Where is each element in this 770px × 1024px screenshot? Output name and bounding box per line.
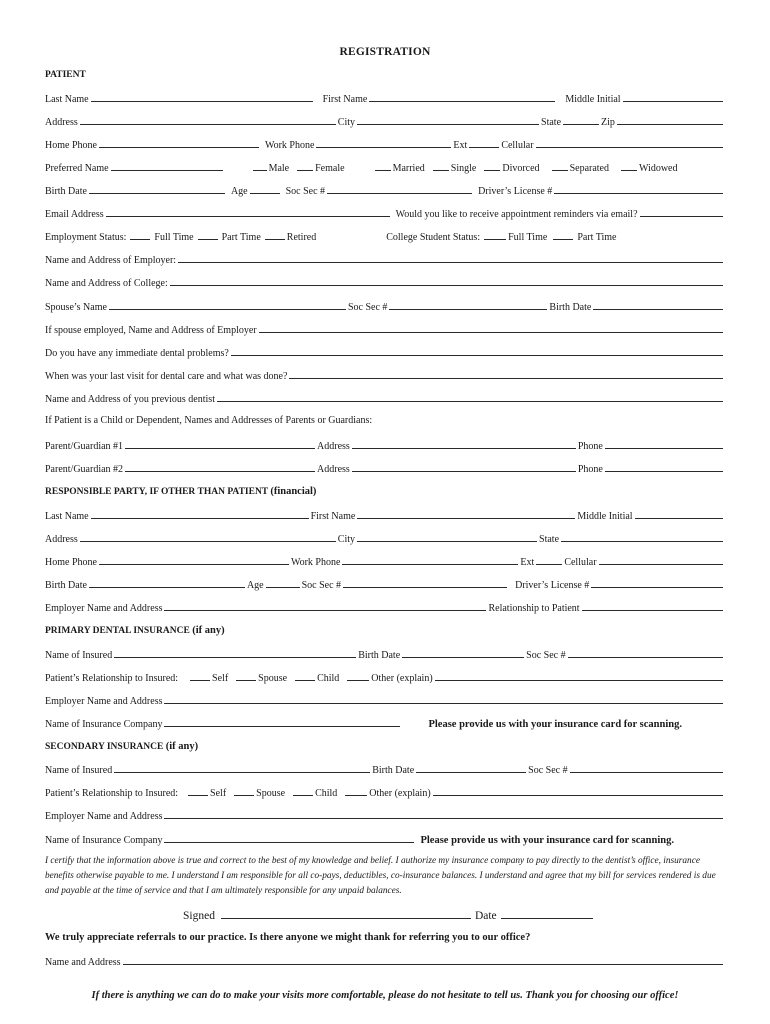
secondary-child-checkbox[interactable] (293, 785, 313, 796)
primary-heading-text: PRIMARY DENTAL INSURANCE (45, 626, 190, 636)
guardian-1-phone-field[interactable] (605, 438, 723, 449)
rp-address-label: Address (45, 534, 78, 545)
secondary-self-checkbox[interactable] (188, 785, 208, 796)
guardian-1-label: Parent/Guardian #1 (45, 441, 124, 452)
primary-spouse-checkbox[interactable] (236, 670, 256, 681)
spouse-birth-date-label: Birth Date (549, 302, 592, 313)
guardian-2-phone-field[interactable] (605, 461, 723, 472)
first-name-label: First Name (322, 94, 368, 105)
primary-insured-row (45, 647, 725, 661)
spouse-employer-row (45, 322, 725, 336)
rp-middle-initial-field[interactable] (635, 508, 723, 519)
employment-part-time-checkbox[interactable] (198, 229, 218, 240)
last-name-label: Last Name (45, 94, 89, 105)
employment-retired-label: Retired (286, 232, 317, 243)
single-label: Single (450, 163, 477, 174)
signature-row (183, 906, 595, 922)
rp-age-label: Age (246, 580, 264, 591)
secondary-child-label: Child (315, 788, 338, 799)
middle-initial-label: Middle Initial (565, 94, 621, 105)
secondary-employer-label: Employer Name and Address (45, 811, 163, 822)
email-label: Email Address (45, 209, 104, 220)
college-status-label: College Student Status: (386, 232, 481, 243)
address-label: Address (45, 117, 78, 128)
college-full-time-checkbox[interactable] (484, 229, 506, 240)
age-field[interactable] (250, 183, 280, 194)
rp-employer-label: Employer Name and Address (45, 603, 163, 614)
primary-spouse-label: Spouse (258, 673, 288, 684)
primary-employer-row (45, 693, 725, 707)
rp-birth-date-field[interactable] (89, 577, 245, 588)
drivers-license-label: Driver’s License # (478, 186, 553, 197)
primary-company-field[interactable] (164, 716, 400, 727)
widowed-checkbox[interactable] (621, 160, 637, 171)
secondary-card-note: Please provide us with your insurance card for scanning. (420, 835, 674, 846)
secondary-heading-text: SECONDARY INSURANCE (45, 742, 164, 752)
rp-city-label: City (337, 534, 356, 545)
secondary-employer-row (45, 808, 725, 822)
primary-birth-date-field[interactable] (402, 647, 524, 658)
employer-row (45, 252, 725, 266)
rp-name-row (45, 508, 725, 522)
rp-cellular-label: Cellular (564, 557, 597, 568)
last-visit-field[interactable] (289, 368, 723, 379)
rp-first-name-field[interactable] (357, 508, 575, 519)
zip-field[interactable] (617, 114, 723, 125)
referral-row (45, 954, 725, 968)
secondary-relationship-row (45, 785, 725, 799)
patient-heading: PATIENT (45, 70, 86, 80)
primary-soc-sec-label: Soc Sec # (526, 650, 566, 661)
secondary-insurance-heading (45, 741, 198, 752)
rp-age-field[interactable] (266, 577, 300, 588)
responsible-party-heading (45, 486, 316, 497)
certification-paragraph: I certify that the information above is true and correct to the best of my knowledge and belief. I authorize my insurance company to pay directly to the dentist’s office, insurance benefits otherwise payable to me. I understand I am responsible for all co-pays, deductibles, co-insurance balances. I understand and agree that my bill for services rendered is due and payable at the time of service and that I am ultimately responsible for any unpaid balances. (45, 856, 716, 896)
city-label: City (337, 117, 356, 128)
dental-problems-field[interactable] (231, 345, 723, 356)
date-label: Date (474, 910, 497, 922)
rp-birth-row (45, 577, 725, 591)
primary-company-row (45, 716, 725, 730)
ext-field[interactable] (469, 137, 499, 148)
age-label: Age (230, 186, 248, 197)
rp-work-phone-label: Work Phone (290, 557, 341, 568)
college-row (45, 275, 725, 289)
home-phone-label: Home Phone (45, 140, 97, 151)
rp-middle-initial-label: Middle Initial (577, 511, 633, 522)
rp-employer-row (45, 600, 725, 614)
patient-address-row (45, 114, 725, 128)
employer-field[interactable] (178, 252, 723, 263)
patient-phone-row (45, 137, 725, 151)
spouse-name-label: Spouse’s Name (45, 302, 107, 313)
cellular-label: Cellular (501, 140, 534, 151)
college-label: Name and Address of College: (45, 278, 168, 289)
employment-part-time-label: Part Time (221, 232, 261, 243)
birth-date-label: Birth Date (45, 186, 87, 197)
address-field[interactable] (80, 114, 336, 125)
birth-date-field[interactable] (89, 183, 225, 194)
secondary-other-checkbox[interactable] (345, 785, 367, 796)
referral-label: Name and Address (45, 957, 121, 968)
soc-sec-label: Soc Sec # (285, 186, 326, 197)
footer-message: If there is anything we can do to make your visits more comfortable, please do not hesitate to tell us. Thank you for choosing our office! (91, 990, 679, 1001)
widowed-label: Widowed (639, 163, 678, 174)
primary-relationship-row (45, 670, 725, 684)
divorced-label: Divorced (502, 163, 540, 174)
last-name-field[interactable] (91, 91, 313, 102)
previous-dentist-row (45, 391, 725, 405)
female-checkbox[interactable] (297, 160, 313, 171)
separated-label: Separated (569, 163, 609, 174)
spouse-employer-field[interactable] (259, 322, 723, 333)
primary-employer-field[interactable] (164, 693, 723, 704)
preferred-name-label: Preferred Name (45, 163, 109, 174)
primary-card-note: Please provide us with your insurance card for scanning. (428, 719, 682, 730)
soc-sec-field[interactable] (327, 183, 472, 194)
guardian-1-address-label: Address (317, 441, 350, 452)
patient-preferred-row (45, 160, 725, 174)
spouse-soc-sec-label: Soc Sec # (347, 302, 388, 313)
college-full-time-label: Full Time (508, 232, 548, 243)
rp-first-name-label: First Name (310, 511, 356, 522)
secondary-spouse-label: Spouse (256, 788, 286, 799)
married-checkbox[interactable] (375, 160, 391, 171)
primary-self-checkbox[interactable] (190, 670, 210, 681)
secondary-company-row (45, 832, 725, 846)
rp-soc-sec-label: Soc Sec # (301, 580, 342, 591)
referral-question: We truly appreciate referrals to our practice. Is there anyone we might thank for referring you to our office? (45, 932, 531, 943)
dental-problems-row (45, 345, 725, 359)
rp-ext-label: Ext (520, 557, 535, 568)
primary-relationship-label: Patient’s Relationship to Insured: (45, 673, 179, 684)
rp-home-phone-field[interactable] (99, 554, 289, 565)
first-name-field[interactable] (369, 91, 555, 102)
primary-self-label: Self (212, 673, 229, 684)
guardian-1-phone-label: Phone (577, 441, 603, 452)
signature-date-field[interactable] (501, 906, 593, 919)
rp-state-field[interactable] (561, 531, 723, 542)
city-field[interactable] (357, 114, 539, 125)
spouse-soc-sec-field[interactable] (389, 299, 547, 310)
primary-child-label: Child (317, 673, 340, 684)
rp-cellular-field[interactable] (599, 554, 723, 565)
secondary-insured-row (45, 762, 725, 776)
cellular-field[interactable] (536, 137, 723, 148)
previous-dentist-field[interactable] (217, 391, 723, 402)
employment-status-label: Employment Status: (45, 232, 127, 243)
rp-employer-field[interactable] (164, 600, 486, 611)
primary-employer-label: Employer Name and Address (45, 696, 163, 707)
primary-other-field[interactable] (435, 670, 723, 681)
guardian-2-name-field[interactable] (125, 461, 315, 472)
spouse-employer-label: If spouse employed, Name and Address of Employer (45, 325, 257, 336)
college-field[interactable] (170, 275, 723, 286)
email-field[interactable] (106, 206, 390, 217)
guardian-1-name-field[interactable] (125, 438, 315, 449)
rp-birth-date-label: Birth Date (45, 580, 87, 591)
rp-drivers-license-field[interactable] (591, 577, 723, 588)
college-part-time-checkbox[interactable] (553, 229, 573, 240)
single-checkbox[interactable] (433, 160, 449, 171)
employment-row (45, 229, 725, 243)
spouse-birth-date-field[interactable] (593, 299, 723, 310)
previous-dentist-label: Name and Address of you previous dentist (45, 394, 215, 405)
rp-last-name-field[interactable] (91, 508, 309, 519)
secondary-name-insured-field[interactable] (114, 762, 370, 773)
ext-label: Ext (453, 140, 468, 151)
primary-company-label: Name of Insurance Company (45, 719, 163, 730)
primary-name-insured-field[interactable] (114, 647, 356, 658)
primary-insurance-heading (45, 625, 225, 636)
guardian-2-address-field[interactable] (352, 461, 576, 472)
last-visit-label: When was your last visit for dental care and what was done? (45, 371, 288, 382)
secondary-birth-date-label: Birth Date (372, 765, 415, 776)
preferred-name-field[interactable] (111, 160, 223, 171)
rp-relationship-field[interactable] (582, 600, 723, 611)
secondary-birth-date-field[interactable] (416, 762, 526, 773)
secondary-heading-paren: (if any) (165, 741, 199, 752)
state-field[interactable] (563, 114, 599, 125)
rp-address-row (45, 531, 725, 545)
rp-address-field[interactable] (80, 531, 336, 542)
male-label: Male (268, 163, 290, 174)
secondary-self-label: Self (210, 788, 227, 799)
rp-city-field[interactable] (357, 531, 537, 542)
secondary-soc-sec-label: Soc Sec # (528, 765, 568, 776)
patient-birth-row (45, 183, 725, 197)
zip-label: Zip (601, 117, 615, 128)
spouse-name-field[interactable] (109, 299, 346, 310)
primary-heading-paren: (if any) (192, 625, 225, 636)
form-title: REGISTRATION (339, 46, 431, 58)
employment-retired-checkbox[interactable] (265, 229, 285, 240)
guardian-1-address-field[interactable] (352, 438, 576, 449)
male-checkbox[interactable] (253, 160, 267, 171)
employer-label: Name and Address of Employer: (45, 255, 177, 266)
patient-name-row (45, 91, 725, 105)
last-visit-row (45, 368, 725, 382)
secondary-company-label: Name of Insurance Company (45, 835, 163, 846)
college-part-time-label: Part Time (577, 232, 617, 243)
secondary-soc-sec-field[interactable] (570, 762, 723, 773)
guardian-1-row (45, 438, 725, 452)
secondary-other-label: Other (explain) (369, 788, 431, 799)
rp-home-phone-label: Home Phone (45, 557, 97, 568)
guardian-2-phone-label: Phone (577, 464, 603, 475)
responsible-heading-text: RESPONSIBLE PARTY, IF OTHER THAN PATIENT (45, 487, 268, 497)
primary-soc-sec-field[interactable] (568, 647, 723, 658)
primary-other-label: Other (explain) (371, 673, 433, 684)
primary-other-checkbox[interactable] (347, 670, 369, 681)
guardian-2-address-label: Address (317, 464, 350, 475)
parents-intro-row (45, 414, 725, 428)
dental-problems-label: Do you have any immediate dental problems? (45, 348, 229, 359)
guardian-2-label: Parent/Guardian #2 (45, 464, 124, 475)
rp-relationship-label: Relationship to Patient (488, 603, 580, 614)
work-phone-field[interactable] (316, 137, 451, 148)
guardian-2-row (45, 461, 725, 475)
employment-full-time-checkbox[interactable] (130, 229, 150, 240)
employment-full-time-label: Full Time (154, 232, 194, 243)
secondary-other-field[interactable] (433, 785, 723, 796)
separated-checkbox[interactable] (552, 160, 568, 171)
parents-intro-text: If Patient is a Child or Dependent, Names and Addresses of Parents or Guardians: (45, 415, 373, 426)
primary-birth-date-label: Birth Date (358, 650, 401, 661)
secondary-name-insured-label: Name of Insured (45, 765, 113, 776)
rp-soc-sec-field[interactable] (343, 577, 507, 588)
secondary-relationship-label: Patient’s Relationship to Insured: (45, 788, 179, 799)
work-phone-label: Work Phone (264, 140, 315, 151)
patient-email-row (45, 206, 725, 220)
primary-name-insured-label: Name of Insured (45, 650, 113, 661)
female-label: Female (315, 163, 345, 174)
married-label: Married (392, 163, 425, 174)
email-reminders-label: Would you like to receive appointment reminders via email? (395, 209, 638, 220)
email-reminders-field[interactable] (640, 206, 723, 217)
middle-initial-field[interactable] (623, 91, 723, 102)
secondary-company-field[interactable] (164, 832, 414, 843)
rp-last-name-label: Last Name (45, 511, 89, 522)
spouse-row (45, 299, 725, 313)
responsible-heading-paren: (financial) (270, 486, 317, 497)
rp-state-label: State (539, 534, 560, 545)
signature-field[interactable] (221, 906, 471, 919)
referral-field[interactable] (123, 954, 723, 965)
rp-phone-row (45, 554, 725, 568)
primary-child-checkbox[interactable] (295, 670, 315, 681)
secondary-employer-field[interactable] (164, 808, 723, 819)
signed-label: Signed (183, 910, 215, 922)
secondary-spouse-checkbox[interactable] (234, 785, 254, 796)
rp-ext-field[interactable] (536, 554, 562, 565)
divorced-checkbox[interactable] (484, 160, 500, 171)
rp-work-phone-field[interactable] (342, 554, 518, 565)
rp-drivers-license-label: Driver’s License # (515, 580, 590, 591)
state-label: State (541, 117, 562, 128)
drivers-license-field[interactable] (554, 183, 723, 194)
home-phone-field[interactable] (99, 137, 259, 148)
